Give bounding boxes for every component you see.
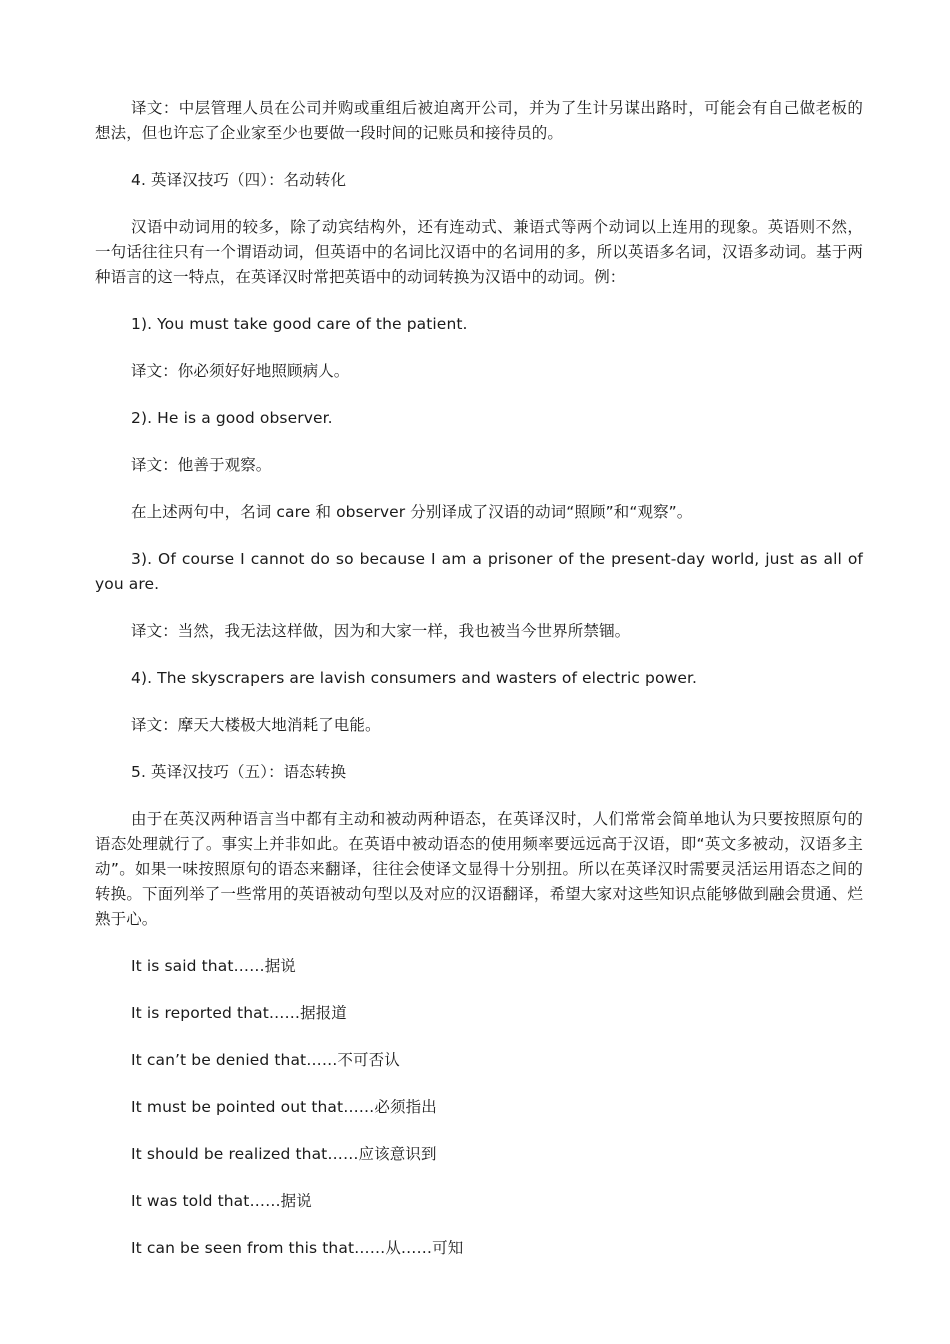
example-2-translation: 译文：他善于观察。 — [131, 456, 272, 474]
paragraph-voice-intro: 由于在英汉两种语言当中都有主动和被动两种语态，在英译汉时，人们常常会简单地认为只要按照原句的语态处理就行了。事实上并非如此。在英语中被动语态的使用频率要远远高于汉语，即“英文多被动，汉语多主动”。如果一味按照原句的语态来翻译，往往会使译文显得十分别扭。所以在英译汉时需要灵活运用语态之间的转换。下面列举了一些常用的英语被动句型以及对应的汉语翻译，希望大家对这些知识点能够做到融会贯通、烂熟于心。 — [95, 810, 863, 928]
example-3: 3). Of course I cannot do so because I am a prisoner of the present-day world, just as all of you are. — [95, 550, 863, 593]
document-page — [95, 96, 863, 1283]
example-1: 1). You must take good care of the patient. — [131, 315, 468, 333]
phrase-item: It can’t be denied that……不可否认 — [131, 1051, 400, 1069]
section-heading-4: 4. 英译汉技巧（四）：名动转化 — [131, 171, 347, 189]
examples-note: 在上述两句中，名词 care 和 observer 分别译成了汉语的动词“照顾”和“观察”。 — [131, 503, 693, 521]
paragraph-noun-verb-intro: 汉语中动词用的较多，除了动宾结构外，还有连动式、兼语式等两个动词以上连用的现象。英语则不然，一句话往往只有一个谓语动词，但英语中的名词比汉语中的名词用的多，所以英语多名词，汉语多动词。基于两种语言的这一特点，在英译汉时常把英语中的动词转换为汉语中的动词。例： — [95, 218, 863, 286]
section-heading-5: 5. 英译汉技巧（五）：语态转换 — [131, 763, 347, 781]
phrase-item: It is said that……据说 — [131, 957, 296, 975]
example-3-translation: 译文：当然，我无法这样做，因为和大家一样，我也被当今世界所禁锢。 — [131, 622, 631, 640]
example-4-translation: 译文：摩天大楼极大地消耗了电能。 — [131, 716, 381, 734]
phrase-item: It was told that……据说 — [131, 1192, 312, 1210]
paragraph-translation-1: 译文：中层管理人员在公司并购或重组后被迫离开公司，并为了生计另谋出路时，可能会有自己做老板的想法，但也许忘了企业家至少也要做一段时间的记账员和接待员的。 — [95, 99, 863, 142]
example-4: 4). The skyscrapers are lavish consumers and wasters of electric power. — [131, 669, 698, 687]
phrase-item: It must be pointed out that……必须指出 — [131, 1098, 437, 1116]
example-1-translation: 译文：你必须好好地照顾病人。 — [131, 362, 350, 380]
phrase-item: It is reported that……据报道 — [131, 1004, 347, 1022]
phrase-item: It can be seen from this that……从……可知 — [131, 1239, 464, 1257]
example-2: 2). He is a good observer. — [131, 409, 333, 427]
phrase-item: It should be realized that……应该意识到 — [131, 1145, 437, 1163]
